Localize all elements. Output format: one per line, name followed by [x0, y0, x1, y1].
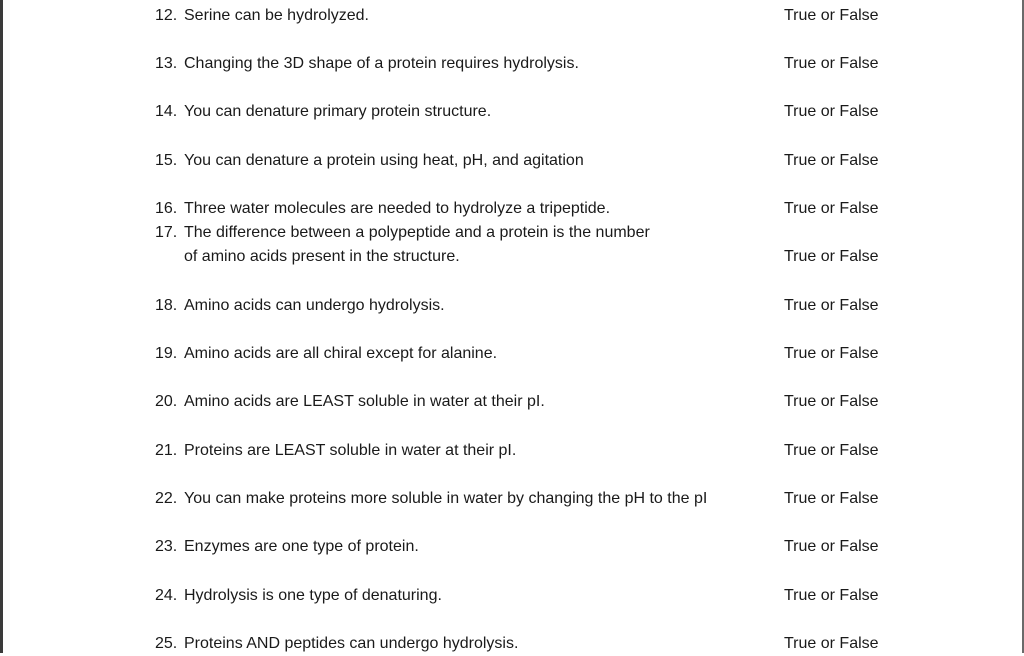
true-or-false-choice: True or False: [784, 200, 879, 217]
question-text-line: You can make proteins more soluble in water by changing the pH to the pI: [184, 490, 708, 507]
question-number: 15.: [155, 152, 178, 169]
question-text: [184, 390, 545, 414]
question-text: [184, 149, 584, 173]
question-number: 14.: [155, 103, 178, 120]
true-or-false-choice: True or False: [784, 635, 879, 652]
true-or-false-choice: True or False: [784, 103, 879, 120]
question-text-line: You can denature primary protein structure.: [184, 103, 492, 120]
question-text: [184, 4, 369, 28]
question-number: 21.: [155, 442, 178, 459]
question-number: 23.: [155, 538, 178, 555]
question-text: [184, 632, 518, 656]
question-number: 20.: [155, 393, 178, 410]
true-or-false-choice: True or False: [784, 393, 879, 410]
question-text: [184, 221, 650, 269]
question-number: 19.: [155, 345, 178, 362]
true-or-false-choice: True or False: [784, 538, 879, 555]
true-or-false-choice: True or False: [784, 490, 879, 507]
question-text-line: Three water molecules are needed to hydrolyze a tripeptide.: [184, 200, 611, 217]
question-number: 12.: [155, 7, 178, 24]
true-or-false-choice: True or False: [784, 345, 879, 362]
question-text: [184, 439, 516, 463]
question-text-line: of amino acids present in the structure.: [184, 248, 460, 265]
true-or-false-choice: True or False: [784, 152, 879, 169]
question-number: 17.: [155, 224, 178, 241]
question-text: [184, 197, 610, 221]
question-text-line: Serine can be hydrolyzed.: [184, 7, 369, 24]
true-or-false-choice: True or False: [784, 248, 879, 265]
true-or-false-choice: True or False: [784, 297, 879, 314]
question-text-line: Amino acids can undergo hydrolysis.: [184, 297, 445, 314]
question-text-line: Hydrolysis is one type of denaturing.: [184, 587, 442, 604]
true-or-false-choice: True or False: [784, 587, 879, 604]
question-number: 22.: [155, 490, 178, 507]
question-text: [184, 100, 491, 124]
question-text: [184, 52, 579, 76]
question-number: 25.: [155, 635, 178, 652]
question-number: 18.: [155, 297, 178, 314]
question-number: 24.: [155, 587, 178, 604]
question-text-line: Amino acids are all chiral except for alanine.: [184, 345, 498, 362]
question-text-line: Amino acids are LEAST soluble in water at their pI.: [184, 393, 545, 410]
question-text: [184, 584, 442, 608]
true-or-false-choice: True or False: [784, 442, 879, 459]
question-text-line: Enzymes are one type of protein.: [184, 538, 419, 555]
question-text-line: Proteins are LEAST soluble in water at their pI.: [184, 442, 517, 459]
question-text-line: Changing the 3D shape of a protein requires hydrolysis.: [184, 55, 579, 72]
question-text: [184, 487, 707, 511]
question-text-line: Proteins AND peptides can undergo hydrolysis.: [184, 635, 519, 652]
question-text-line: You can denature a protein using heat, pH, and agitation: [184, 152, 584, 169]
true-or-false-choice: True or False: [784, 55, 879, 72]
question-text-line: The difference between a polypeptide and a protein is the number: [184, 224, 650, 241]
question-text: [184, 294, 445, 318]
question-text: [184, 535, 419, 559]
true-or-false-choice: True or False: [784, 7, 879, 24]
question-number: 16.: [155, 200, 178, 217]
question-text: [184, 342, 497, 366]
question-number: 13.: [155, 55, 178, 72]
